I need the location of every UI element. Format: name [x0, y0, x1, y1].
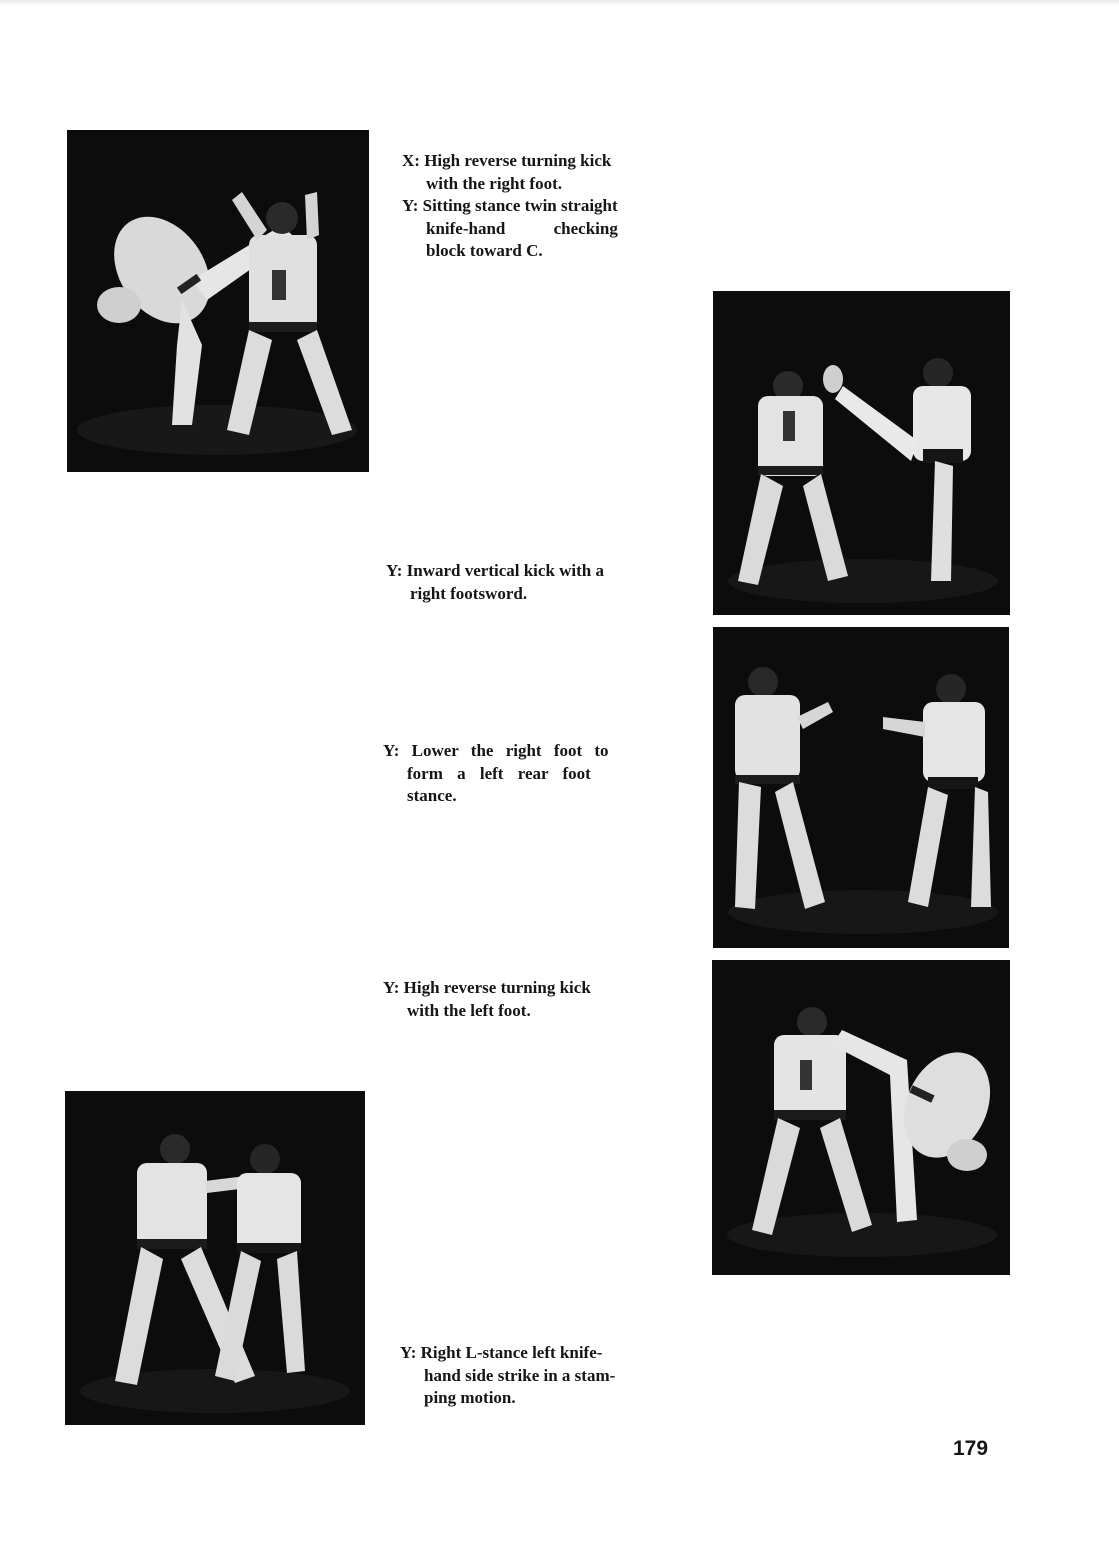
caption-line: with the left foot.: [407, 1000, 531, 1020]
photo-high-reverse-turning-kick-right: [67, 130, 369, 472]
caption-line: form a left rear foot: [407, 763, 591, 783]
caption-1: [402, 150, 684, 263]
caption-3: [383, 740, 665, 808]
photo-figures: [65, 1091, 365, 1425]
caption-line: X: High reverse turning kick: [402, 151, 612, 170]
page-number: 179: [953, 1437, 989, 1460]
photo-l-stance-knife-hand-strike: [65, 1091, 365, 1425]
caption-line: block toward C.: [426, 241, 543, 260]
caption-2: [386, 560, 668, 605]
photo-figures: [713, 627, 1009, 948]
photo-rear-foot-stance: [713, 627, 1009, 948]
caption-line: ping motion.: [424, 1388, 516, 1407]
photo-high-reverse-turning-kick-left: [712, 960, 1010, 1275]
caption-line: hand side strike in a stam-: [424, 1365, 616, 1385]
caption-line: Y: Sitting stance twin straight: [402, 196, 618, 215]
caption-line: Y: High reverse turning kick: [383, 978, 591, 997]
caption-4: [383, 977, 665, 1022]
caption-line: right footsword.: [410, 583, 528, 603]
caption-line: Y: Lower the right foot to: [383, 741, 609, 760]
caption-line: knife-hand checking: [426, 218, 618, 238]
caption-line: Y: Right L-stance left knife-: [400, 1343, 603, 1362]
caption-line: stance.: [407, 786, 457, 805]
photo-inward-vertical-kick: [713, 291, 1010, 615]
page-top-edge: [0, 0, 1119, 6]
photo-figures: [712, 960, 1010, 1275]
caption-line: Y: Inward vertical kick with a: [386, 561, 605, 580]
photo-figures: [713, 291, 1010, 615]
caption-line: with the right foot.: [426, 173, 562, 193]
caption-5: [400, 1342, 682, 1410]
photo-figures: [67, 130, 369, 472]
